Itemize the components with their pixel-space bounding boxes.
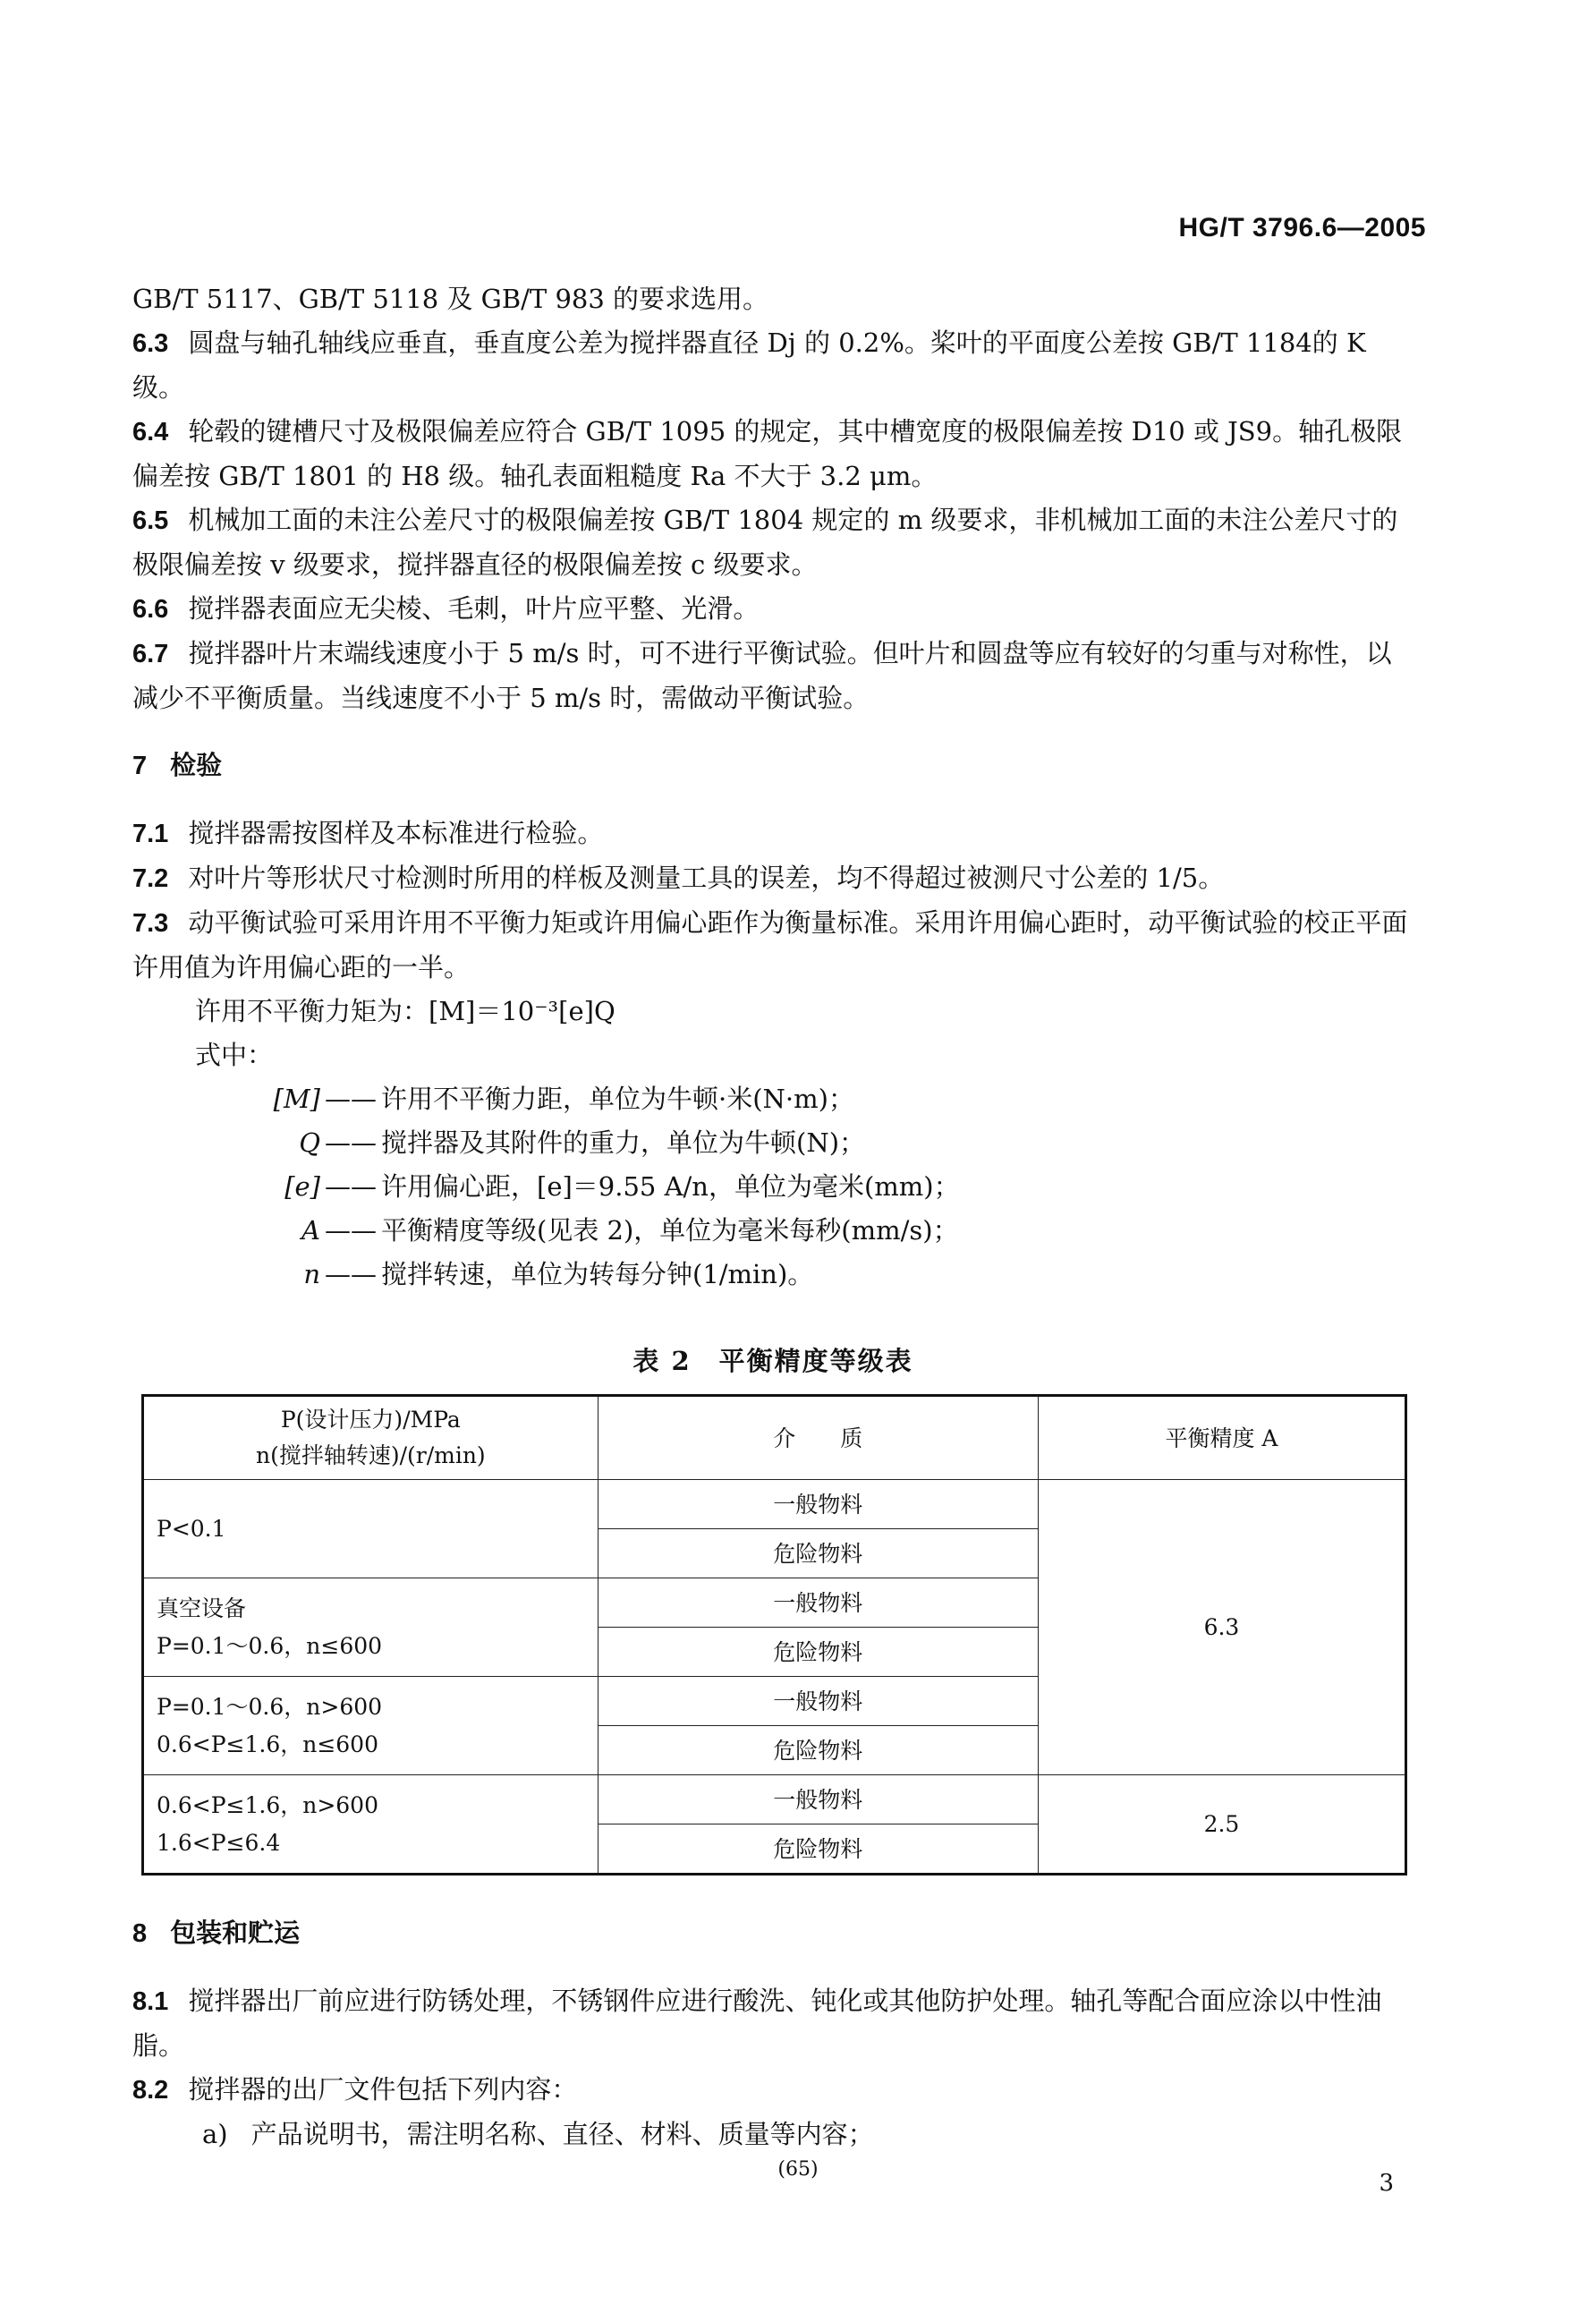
definition-symbol: [e] [284, 1171, 320, 1202]
header-condition-line2: n(搅拌轴转速)/(r/min) [255, 1442, 486, 1468]
table-header-row [143, 1396, 1406, 1480]
table-caption: 表 2 平衡精度等级表 [632, 1346, 913, 1376]
medium-cell: 危险物料 [598, 1726, 1038, 1775]
clause-7-1 [132, 812, 1413, 856]
clause-text: 对叶片等形状尺寸检测时所用的样板及测量工具的误差，均不得超过被测尺寸公差的 1/5。 [188, 863, 1225, 893]
section-number: 8 [132, 1919, 148, 1948]
clause-number: 8.1 [132, 1987, 169, 2016]
table-row [143, 1480, 1406, 1529]
list-label: a) [202, 2119, 228, 2149]
definition-row [132, 1121, 1413, 1165]
header-condition [143, 1396, 598, 1480]
clause-text: 搅拌器出厂前应进行防锈处理，不锈钢件应进行酸洗、钝化或其他防护处理。轴孔等配合面应涂以中性油脂。 [132, 1986, 1382, 2061]
definition-symbol: n [303, 1259, 320, 1289]
clause-text: 搅拌器的出厂文件包括下列内容： [188, 2074, 578, 2105]
balance-precision-table [141, 1394, 1407, 1875]
medium-cell: 危险物料 [598, 1529, 1038, 1578]
standard-code: HG/T 3796.6—2005 [1178, 213, 1426, 242]
condition-line: P=0.1～0.6，n≤600 [157, 1632, 383, 1659]
clause-number: 6.3 [132, 329, 169, 358]
definition-row [132, 1253, 1413, 1297]
condition-line: 1.6<P≤6.4 [157, 1829, 281, 1856]
clause-number: 6.7 [132, 640, 169, 668]
condition-cell [143, 1775, 598, 1875]
clause-text: 动平衡试验可采用许用不平衡力矩或许用偏心距作为衡量标准。采用许用偏心距时，动平衡试验的校正平面许用值为许用偏心距的一半。 [132, 907, 1408, 982]
clause-number: 7.1 [132, 820, 169, 848]
clause-text: 轮毂的键槽尺寸及极限偏差应符合 GB/T 1095 的规定，其中槽宽度的极限偏差按 D10 或 JS9。轴孔极限偏差按 GB/T 1801 的 H8 级。轴孔表面粗糙度 Ra 不大于 3.2 μm。 [132, 416, 1403, 491]
paragraph-continuation: GB/T 5117、GB/T 5118 及 GB/T 983 的要求选用。 [132, 284, 769, 314]
clause-number: 7.3 [132, 909, 169, 938]
page-number: 3 [1379, 2170, 1394, 2197]
definition-row [132, 1165, 1413, 1209]
precision-cell: 6.3 [1038, 1480, 1405, 1775]
condition-cell [143, 1677, 598, 1775]
clause-6-7 [132, 632, 1413, 720]
clause-number: 6.4 [132, 418, 169, 447]
clause-8-2 [132, 2068, 1413, 2113]
list-item [132, 2113, 1413, 2156]
list-text: 产品说明书，需注明名称、直径、材料、质量等内容； [250, 2119, 874, 2149]
medium-cell: 一般物料 [598, 1775, 1038, 1824]
definition-dash: —— [325, 1127, 377, 1158]
section-7-heading [132, 744, 1413, 788]
condition-line: 0.6<P≤1.6，n≤600 [157, 1731, 378, 1757]
header-precision: 平衡精度 A [1038, 1396, 1405, 1480]
definition-dash: —— [325, 1084, 377, 1114]
clause-text: 搅拌器表面应无尖棱、毛刺，叶片应平整、光滑。 [188, 593, 760, 624]
condition-cell [143, 1480, 598, 1578]
medium-cell: 一般物料 [598, 1578, 1038, 1628]
clause-text: 圆盘与轴孔轴线应垂直，垂直度公差为搅拌器直径 Dj 的 0.2%。桨叶的平面度公差按 GB/T 1184的 K 级。 [132, 327, 1366, 403]
clause-number: 7.2 [132, 864, 169, 893]
clause-6-5 [132, 498, 1413, 587]
condition-line: 0.6<P≤1.6，n>600 [157, 1791, 378, 1818]
clause-8-1 [132, 1979, 1413, 2068]
definition-dash: —— [325, 1171, 377, 1202]
definition-text: 搅拌器及其附件的重力，单位为牛顿(N)； [381, 1127, 866, 1158]
medium-cell: 危险物料 [598, 1628, 1038, 1677]
definition-row [132, 1209, 1413, 1253]
section-title: 检验 [170, 750, 223, 780]
section-8-heading [132, 1911, 1413, 1956]
condition-line: 真空设备 [157, 1595, 247, 1621]
definition-symbol: Q [299, 1127, 320, 1158]
clause-7-3 [132, 901, 1413, 990]
clause-number: 6.6 [132, 595, 169, 624]
clause-6-4 [132, 410, 1413, 498]
definition-text: 平衡精度等级(见表 2)，单位为毫米每秒(mm/s)； [381, 1215, 959, 1246]
medium-cell: 一般物料 [598, 1480, 1038, 1529]
header-condition-line1: P(设计压力)/MPa [280, 1407, 461, 1433]
clause-text: 机械加工面的未注公差尺寸的极限偏差按 GB/T 1804 规定的 m 级要求，非机械加工面的未注公差尺寸的极限偏差按 v 级要求，搅拌器直径的极限偏差按 c 级要求。 [132, 505, 1398, 580]
medium-cell: 危险物料 [598, 1824, 1038, 1875]
definition-text: 许用偏心距，[e]＝9.55 A/n，单位为毫米(mm)； [381, 1171, 960, 1202]
formula: 许用不平衡力矩为：[M]＝10⁻³[e]Q [195, 996, 615, 1026]
clause-text: 搅拌器叶片末端线速度小于 5 m/s 时，可不进行平衡试验。但叶片和圆盘等应有较好的匀重与对称性，以减少不平衡质量。当线速度不小于 5 m/s 时，需做动平衡试验。 [132, 638, 1392, 713]
condition-line: P<0.1 [157, 1516, 226, 1542]
definition-dash: —— [325, 1215, 377, 1246]
where-label: 式中： [195, 1040, 274, 1070]
clause-7-2 [132, 856, 1413, 901]
condition-line: P=0.1～0.6，n>600 [157, 1693, 383, 1720]
section-number: 7 [132, 752, 148, 780]
precision-cell: 2.5 [1038, 1775, 1405, 1875]
clause-6-6 [132, 587, 1413, 632]
table-row [143, 1775, 1406, 1824]
definition-symbol: [M] [273, 1084, 320, 1114]
clause-number: 8.2 [132, 2076, 169, 2105]
header-medium: 介 质 [598, 1396, 1038, 1480]
condition-cell [143, 1578, 598, 1677]
clause-text: 搅拌器需按图样及本标准进行检验。 [188, 818, 604, 848]
clause-6-3 [132, 321, 1413, 410]
body-text [132, 277, 1413, 2156]
definition-text: 许用不平衡力距，单位为牛顿·米(N·m)； [381, 1084, 854, 1114]
medium-cell: 一般物料 [598, 1677, 1038, 1726]
definition-text: 搅拌转速，单位为转每分钟(1/min)。 [381, 1259, 814, 1289]
section-title: 包装和贮运 [170, 1918, 301, 1948]
clause-number: 6.5 [132, 506, 169, 535]
sequence-page-number: (65) [777, 2158, 819, 2181]
definition-symbol: A [301, 1215, 320, 1246]
definition-row [132, 1077, 1413, 1121]
definition-dash: —— [325, 1259, 377, 1289]
